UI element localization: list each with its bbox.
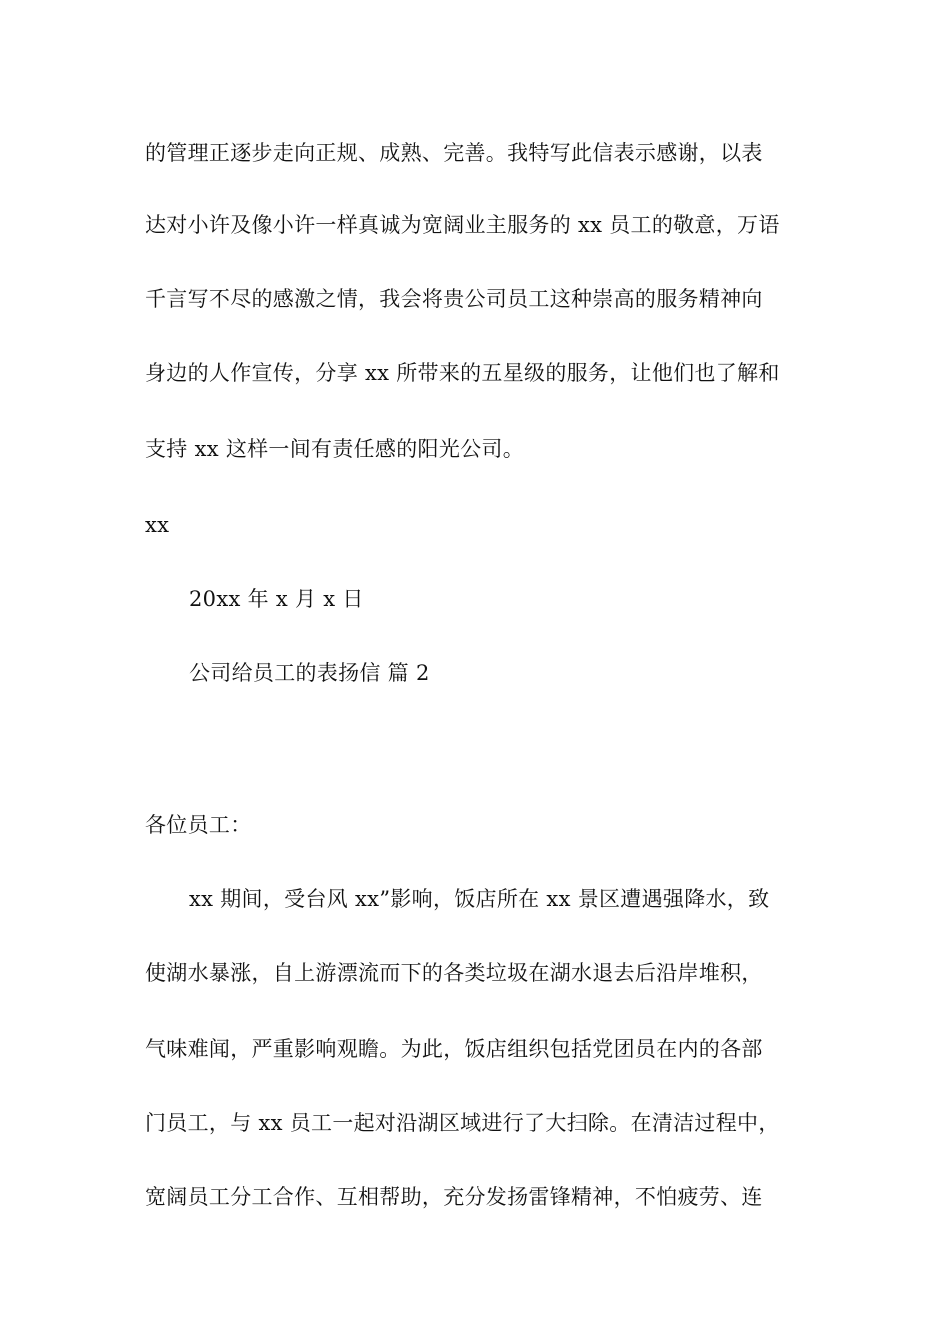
paragraph-2-line-5: 宽阔员工分工合作、互相帮助，充分发扬雷锋精神，不怕疲劳、连 [145,1185,763,1209]
paragraph-1-line-2: 达对小许及像小许一样真诚为宽阔业主服务的 xx 员工的敬意，万语 [145,213,780,237]
paragraph-2-line-4: 门员工，与 xx 员工一起对沿湖区域进行了大扫除。在清洁过程中， [145,1111,780,1135]
date-line: 20xx 年 x 月 x 日 [189,587,364,611]
paragraph-1-line-1: 的管理正逐步走向正规、成熟、完善。我特写此信表示感谢，以表 [145,141,763,165]
paragraph-2-line-3: 气味难闻，严重影响观瞻。为此，饭店组织包括党团员在内的各部 [145,1037,763,1061]
signature: xx [145,513,170,537]
section-heading: 公司给员工的表扬信 篇 2 [189,661,430,685]
paragraph-1-line-4: 身边的人作宣传，分享 xx 所带来的五星级的服务，让他们也了解和 [145,361,780,385]
paragraph-2-line-1: xx 期间，受台风 xx”影响，饭店所在 xx 景区遭遇强降水，致 [189,887,770,911]
paragraph-1-line-5: 支持 xx 这样一间有责任感的阳光公司。 [145,437,525,461]
paragraph-2-line-2: 使湖水暴涨，自上游漂流而下的各类垃圾在湖水退去后沿岸堆积， [145,961,763,985]
paragraph-1-line-3: 千言写不尽的感激之情，我会将贵公司员工这种崇高的服务精神向 [145,287,763,311]
salutation: 各位员工： [145,813,252,837]
